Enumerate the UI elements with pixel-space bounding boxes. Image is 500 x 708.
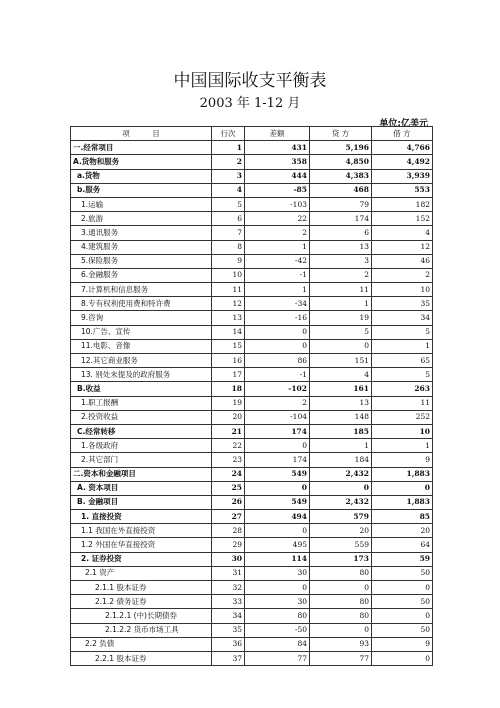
table-row xyxy=(71,481,433,495)
row-debit-cell: 85 xyxy=(372,510,433,524)
table-row xyxy=(71,297,433,311)
table-row xyxy=(71,439,433,453)
row-debit-cell: 65 xyxy=(372,354,433,368)
row-balance-cell: 549 xyxy=(245,467,310,481)
row-credit-cell: 0 xyxy=(310,339,372,353)
row-item-cell: 8.专有权利使用费和特许费 xyxy=(71,297,212,311)
row-credit-cell: 6 xyxy=(310,226,372,240)
row-credit-cell: 2,432 xyxy=(310,495,372,509)
row-item-cell: 6.金融服务 xyxy=(71,268,212,282)
row-debit-cell: 9 xyxy=(372,637,433,651)
row-balance-cell: 1 xyxy=(245,283,310,297)
row-debit-cell: 46 xyxy=(372,254,433,268)
row-credit-cell: 93 xyxy=(310,637,372,651)
row-balance-cell: 494 xyxy=(245,510,310,524)
table-row xyxy=(71,651,433,665)
row-credit-cell: 0 xyxy=(310,481,372,495)
header-balance: 差额 xyxy=(245,127,310,141)
balance-of-payments-table xyxy=(70,126,433,666)
row-debit-cell: 10 xyxy=(372,424,433,438)
table-row xyxy=(71,566,433,580)
row-line-cell: 35 xyxy=(212,623,245,637)
table-row xyxy=(71,637,433,651)
row-line-cell: 26 xyxy=(212,495,245,509)
row-balance-cell: -34 xyxy=(245,297,310,311)
row-item-cell: 2.1.2 债务证券 xyxy=(71,595,212,609)
table-header-row xyxy=(71,127,433,141)
table-row xyxy=(71,212,433,226)
table-row xyxy=(71,552,433,566)
row-balance-cell: 431 xyxy=(245,141,310,155)
row-item-cell: B. 金融项目 xyxy=(71,495,212,509)
row-balance-cell: 86 xyxy=(245,354,310,368)
row-credit-cell: 79 xyxy=(310,197,372,211)
row-line-cell: 15 xyxy=(212,339,245,353)
row-credit-cell: 4,850 xyxy=(310,155,372,169)
row-credit-cell: 77 xyxy=(310,651,372,665)
row-item-cell: B.收益 xyxy=(71,382,212,396)
row-line-cell: 27 xyxy=(212,510,245,524)
row-credit-cell: 5,196 xyxy=(310,141,372,155)
row-credit-cell: 2 xyxy=(310,268,372,282)
row-balance-cell: 549 xyxy=(245,495,310,509)
row-line-cell: 30 xyxy=(212,552,245,566)
row-debit-cell: 5 xyxy=(372,368,433,382)
row-debit-cell: 50 xyxy=(372,566,433,580)
row-line-cell: 3 xyxy=(212,169,245,183)
row-balance-cell: 2 xyxy=(245,226,310,240)
row-debit-cell: 553 xyxy=(372,183,433,197)
row-credit-cell: 80 xyxy=(310,566,372,580)
page-subtitle: 2003 年 1-12 月 xyxy=(199,96,301,111)
row-item-cell: 9.咨询 xyxy=(71,311,212,325)
row-balance-cell: 174 xyxy=(245,424,310,438)
page-title: 中国国际收支平衡表 xyxy=(173,71,327,91)
row-line-cell: 18 xyxy=(212,382,245,396)
row-item-cell: 10.广告、宣传 xyxy=(71,325,212,339)
row-credit-cell: 1 xyxy=(310,439,372,453)
row-line-cell: 37 xyxy=(212,651,245,665)
row-debit-cell: 0 xyxy=(372,481,433,495)
row-line-cell: 23 xyxy=(212,453,245,467)
row-balance-cell: 0 xyxy=(245,481,310,495)
row-balance-cell: 77 xyxy=(245,651,310,665)
row-credit-cell: 1 xyxy=(310,297,372,311)
table-row xyxy=(71,169,433,183)
row-credit-cell: 173 xyxy=(310,552,372,566)
table-row xyxy=(71,240,433,254)
row-credit-cell: 579 xyxy=(310,510,372,524)
row-credit-cell: 11 xyxy=(310,283,372,297)
row-debit-cell: 252 xyxy=(372,410,433,424)
row-balance-cell: -1 xyxy=(245,368,310,382)
row-line-cell: 19 xyxy=(212,396,245,410)
row-balance-cell: 80 xyxy=(245,609,310,623)
row-balance-cell: -1 xyxy=(245,268,310,282)
row-balance-cell: -104 xyxy=(245,410,310,424)
row-balance-cell: -103 xyxy=(245,197,310,211)
table-row xyxy=(71,325,433,339)
row-credit-cell: 13 xyxy=(310,396,372,410)
table-row xyxy=(71,382,433,396)
row-balance-cell: -16 xyxy=(245,311,310,325)
header-item: 项 目 xyxy=(71,127,212,141)
table-row xyxy=(71,339,433,353)
row-balance-cell: 22 xyxy=(245,212,310,226)
row-balance-cell: -102 xyxy=(245,382,310,396)
row-debit-cell: 263 xyxy=(372,382,433,396)
row-debit-cell: 0 xyxy=(372,651,433,665)
row-item-cell: a.货物 xyxy=(71,169,212,183)
row-line-cell: 31 xyxy=(212,566,245,580)
row-credit-cell: 5 xyxy=(310,325,372,339)
row-item-cell: 1.职工报酬 xyxy=(71,396,212,410)
row-credit-cell: 19 xyxy=(310,311,372,325)
header-debit: 借 方 xyxy=(372,127,433,141)
row-item-cell: A.货物和服务 xyxy=(71,155,212,169)
row-balance-cell: 444 xyxy=(245,169,310,183)
row-item-cell: b.服务 xyxy=(71,183,212,197)
row-line-cell: 5 xyxy=(212,197,245,211)
row-balance-cell: -42 xyxy=(245,254,310,268)
row-balance-cell: 0 xyxy=(245,581,310,595)
row-credit-cell: 2,432 xyxy=(310,467,372,481)
row-line-cell: 14 xyxy=(212,325,245,339)
table-row xyxy=(71,268,433,282)
row-item-cell: 12.其它商业服务 xyxy=(71,354,212,368)
row-item-cell: 2.2 负债 xyxy=(71,637,212,651)
row-line-cell: 28 xyxy=(212,524,245,538)
row-item-cell: 1.2 外国在华直接投资 xyxy=(71,538,212,552)
row-item-cell: 7.计算机和信息服务 xyxy=(71,283,212,297)
table-row xyxy=(71,623,433,637)
table-row xyxy=(71,283,433,297)
row-balance-cell: 0 xyxy=(245,325,310,339)
row-line-cell: 24 xyxy=(212,467,245,481)
row-item-cell: 3.通讯服务 xyxy=(71,226,212,240)
row-credit-cell: 559 xyxy=(310,538,372,552)
row-line-cell: 21 xyxy=(212,424,245,438)
row-debit-cell: 0 xyxy=(372,581,433,595)
row-item-cell: 2. 证券投资 xyxy=(71,552,212,566)
row-balance-cell: -85 xyxy=(245,183,310,197)
row-item-cell: 一.经常项目 xyxy=(71,141,212,155)
unit-label: 单位:亿美元 xyxy=(379,119,428,129)
row-balance-cell: 30 xyxy=(245,595,310,609)
row-line-cell: 32 xyxy=(212,581,245,595)
row-debit-cell: 35 xyxy=(372,297,433,311)
row-debit-cell: 1 xyxy=(372,439,433,453)
row-debit-cell: 50 xyxy=(372,623,433,637)
row-balance-cell: 495 xyxy=(245,538,310,552)
row-item-cell: 1. 直接投资 xyxy=(71,510,212,524)
row-item-cell: A. 资本项目 xyxy=(71,481,212,495)
table-row xyxy=(71,197,433,211)
row-balance-cell: 0 xyxy=(245,439,310,453)
row-line-cell: 20 xyxy=(212,410,245,424)
table-row xyxy=(71,510,433,524)
row-item-cell: 2.其它部门 xyxy=(71,453,212,467)
table-row xyxy=(71,538,433,552)
row-item-cell: 1.1 我国在外直接投资 xyxy=(71,524,212,538)
row-line-cell: 22 xyxy=(212,439,245,453)
header-line: 行次 xyxy=(212,127,245,141)
table-row xyxy=(71,226,433,240)
table-row xyxy=(71,141,433,155)
row-balance-cell: -50 xyxy=(245,623,310,637)
row-debit-cell: 2 xyxy=(372,268,433,282)
table-row xyxy=(71,354,433,368)
row-credit-cell: 4,383 xyxy=(310,169,372,183)
row-credit-cell: 185 xyxy=(310,424,372,438)
row-line-cell: 2 xyxy=(212,155,245,169)
table-row xyxy=(71,254,433,268)
row-debit-cell: 9 xyxy=(372,453,433,467)
row-debit-cell: 59 xyxy=(372,552,433,566)
row-item-cell: 1.各级政府 xyxy=(71,439,212,453)
row-line-cell: 34 xyxy=(212,609,245,623)
row-debit-cell: 0 xyxy=(372,609,433,623)
row-debit-cell: 50 xyxy=(372,595,433,609)
row-line-cell: 16 xyxy=(212,354,245,368)
row-line-cell: 8 xyxy=(212,240,245,254)
table-row xyxy=(71,183,433,197)
row-line-cell: 1 xyxy=(212,141,245,155)
table-row xyxy=(71,453,433,467)
row-line-cell: 29 xyxy=(212,538,245,552)
table-row xyxy=(71,524,433,538)
row-credit-cell: 80 xyxy=(310,595,372,609)
row-debit-cell: 1,883 xyxy=(372,495,433,509)
row-item-cell: C.经常转移 xyxy=(71,424,212,438)
row-line-cell: 11 xyxy=(212,283,245,297)
row-debit-cell: 5 xyxy=(372,325,433,339)
row-item-cell: 二.资本和金融项目 xyxy=(71,467,212,481)
row-line-cell: 13 xyxy=(212,311,245,325)
row-credit-cell: 151 xyxy=(310,354,372,368)
row-item-cell: 2.1.1 股本证券 xyxy=(71,581,212,595)
row-line-cell: 7 xyxy=(212,226,245,240)
row-debit-cell: 34 xyxy=(372,311,433,325)
row-item-cell: 5.保险服务 xyxy=(71,254,212,268)
row-balance-cell: 0 xyxy=(245,524,310,538)
row-debit-cell: 64 xyxy=(372,538,433,552)
row-debit-cell: 11 xyxy=(372,396,433,410)
row-credit-cell: 20 xyxy=(310,524,372,538)
header-credit: 贷 方 xyxy=(310,127,372,141)
table-row xyxy=(71,424,433,438)
row-line-cell: 33 xyxy=(212,595,245,609)
row-credit-cell: 13 xyxy=(310,240,372,254)
row-credit-cell: 0 xyxy=(310,623,372,637)
row-debit-cell: 4,492 xyxy=(372,155,433,169)
table-row xyxy=(71,581,433,595)
table-row xyxy=(71,410,433,424)
row-balance-cell: 0 xyxy=(245,339,310,353)
row-balance-cell: 174 xyxy=(245,453,310,467)
row-item-cell: 2.1 资产 xyxy=(71,566,212,580)
row-item-cell: 1.运输 xyxy=(71,197,212,211)
row-line-cell: 12 xyxy=(212,297,245,311)
row-balance-cell: 84 xyxy=(245,637,310,651)
table-row xyxy=(71,467,433,481)
row-credit-cell: 468 xyxy=(310,183,372,197)
row-credit-cell: 161 xyxy=(310,382,372,396)
row-item-cell: 2.1.2.2 货币市场工具 xyxy=(71,623,212,637)
row-balance-cell: 2 xyxy=(245,396,310,410)
row-line-cell: 36 xyxy=(212,637,245,651)
row-balance-cell: 358 xyxy=(245,155,310,169)
table-row xyxy=(71,396,433,410)
row-debit-cell: 1,883 xyxy=(372,467,433,481)
row-debit-cell: 12 xyxy=(372,240,433,254)
row-debit-cell: 1 xyxy=(372,339,433,353)
row-balance-cell: 1 xyxy=(245,240,310,254)
row-balance-cell: 30 xyxy=(245,566,310,580)
row-item-cell: 4.建筑服务 xyxy=(71,240,212,254)
table-row xyxy=(71,495,433,509)
table-row xyxy=(71,609,433,623)
row-debit-cell: 182 xyxy=(372,197,433,211)
row-credit-cell: 0 xyxy=(310,581,372,595)
row-line-cell: 17 xyxy=(212,368,245,382)
row-balance-cell: 114 xyxy=(245,552,310,566)
row-item-cell: 13. 别处未提及的政府服务 xyxy=(71,368,212,382)
row-debit-cell: 4,766 xyxy=(372,141,433,155)
row-line-cell: 6 xyxy=(212,212,245,226)
row-line-cell: 4 xyxy=(212,183,245,197)
row-credit-cell: 3 xyxy=(310,254,372,268)
row-line-cell: 10 xyxy=(212,268,245,282)
row-line-cell: 25 xyxy=(212,481,245,495)
table-row xyxy=(71,311,433,325)
row-item-cell: 2.旅游 xyxy=(71,212,212,226)
row-credit-cell: 148 xyxy=(310,410,372,424)
row-credit-cell: 80 xyxy=(310,609,372,623)
row-item-cell: 11.电影、音像 xyxy=(71,339,212,353)
row-item-cell: 2.1.2.1 (中)长期债券 xyxy=(71,609,212,623)
row-credit-cell: 4 xyxy=(310,368,372,382)
table-row xyxy=(71,155,433,169)
table-row xyxy=(71,368,433,382)
row-debit-cell: 20 xyxy=(372,524,433,538)
row-item-cell: 2.2.1 股本证券 xyxy=(71,651,212,665)
row-line-cell: 9 xyxy=(212,254,245,268)
table-row xyxy=(71,595,433,609)
row-item-cell: 2.投资收益 xyxy=(71,410,212,424)
row-debit-cell: 3,939 xyxy=(372,169,433,183)
row-debit-cell: 10 xyxy=(372,283,433,297)
row-credit-cell: 184 xyxy=(310,453,372,467)
row-credit-cell: 174 xyxy=(310,212,372,226)
row-debit-cell: 152 xyxy=(372,212,433,226)
row-debit-cell: 4 xyxy=(372,226,433,240)
